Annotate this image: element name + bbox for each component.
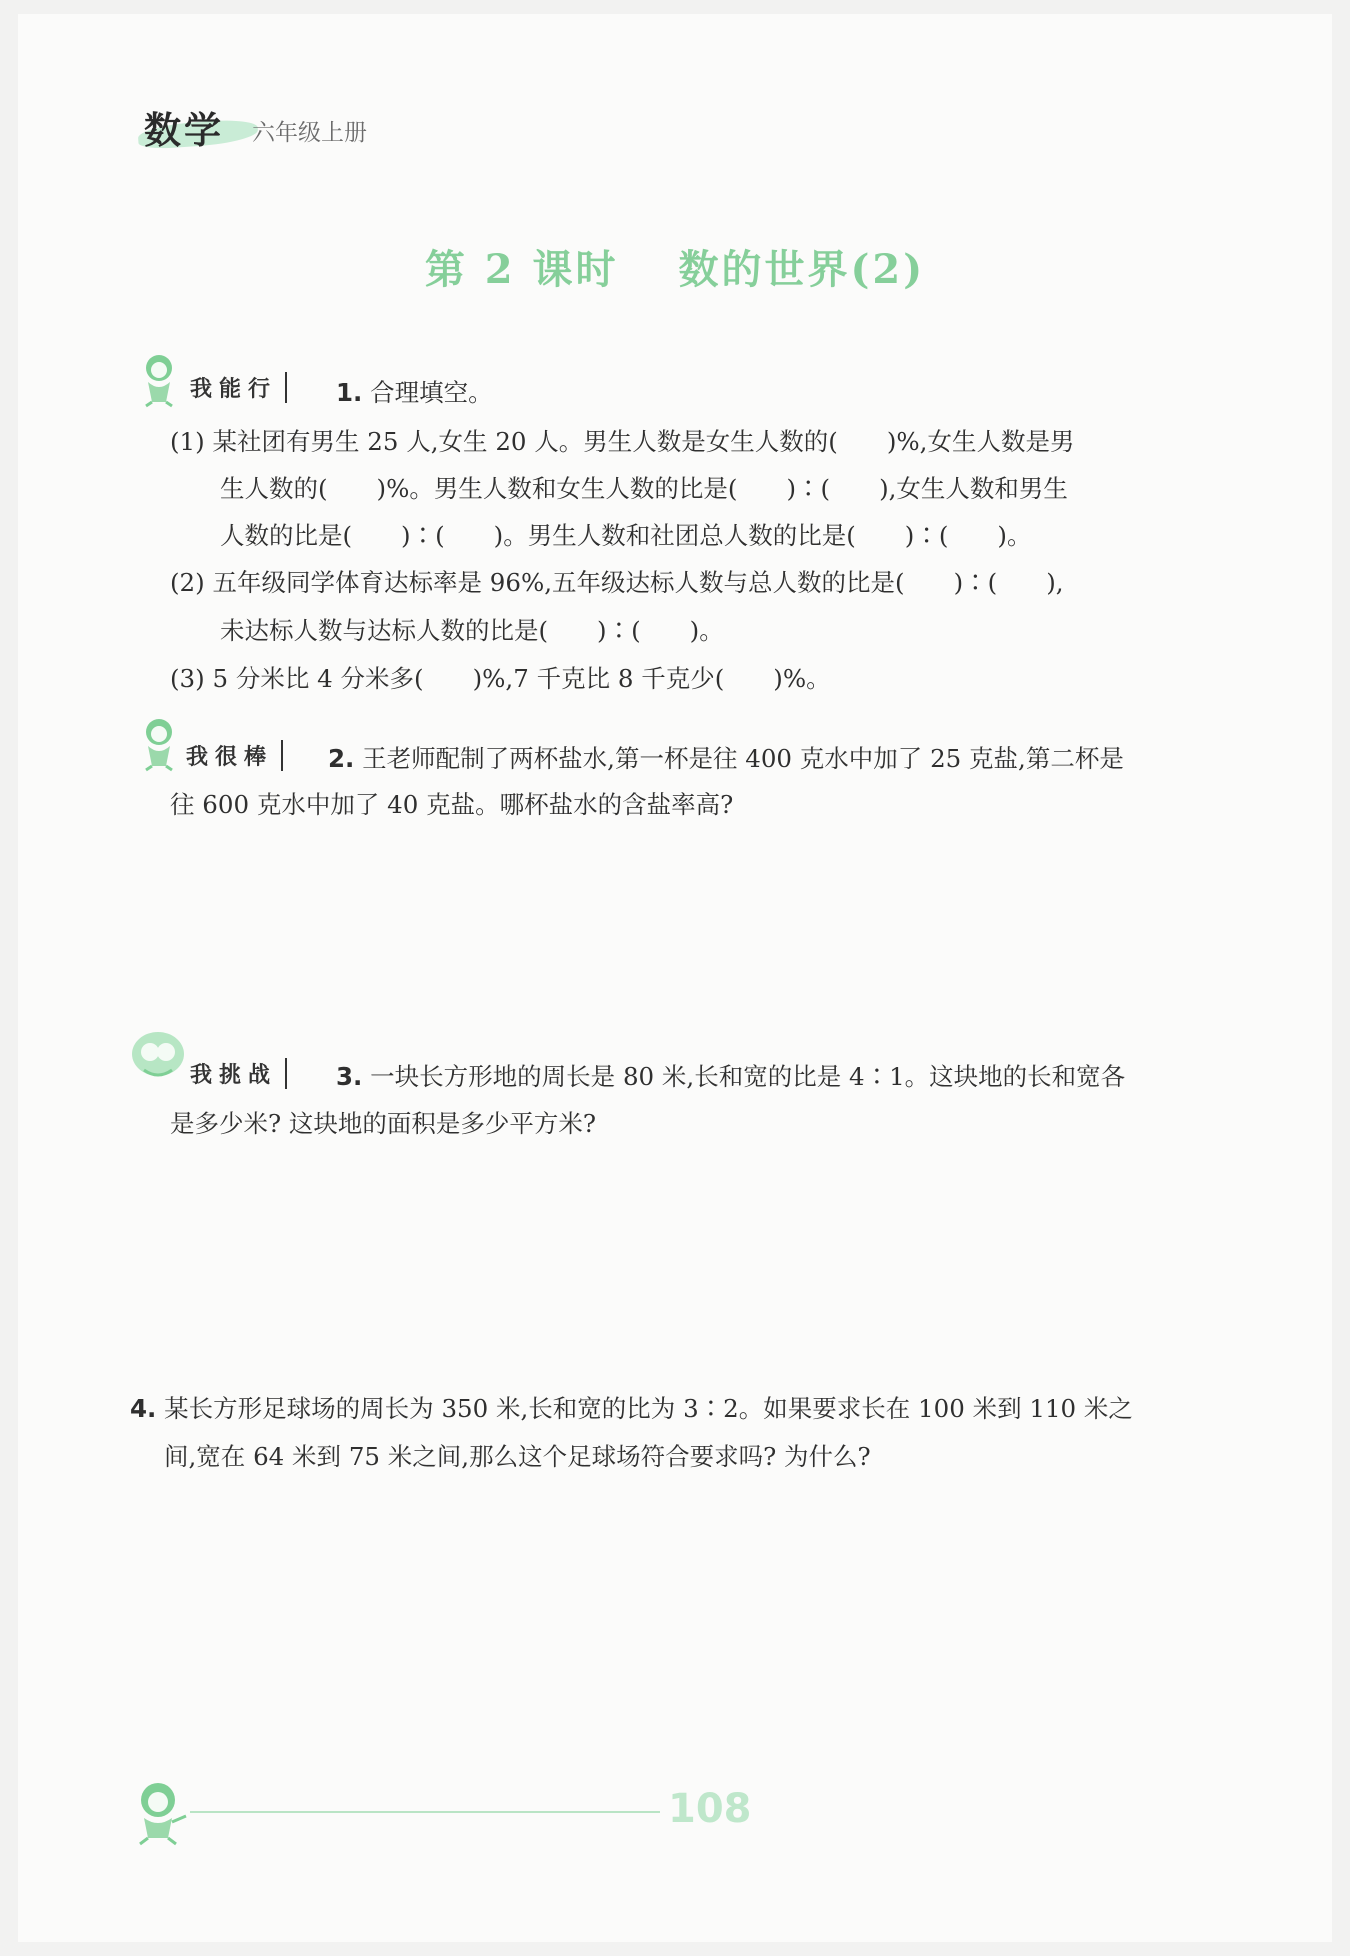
page-number: 108 — [668, 1786, 752, 1832]
question-number: 3. — [336, 1062, 363, 1091]
q1-line-2: 生人数的( )%。男生人数和女生人数的比是( )∶( ),女生人数和男生 — [220, 474, 1068, 503]
q1-line-3: 人数的比是( )∶( )。男生人数和社团总人数的比是( )∶( )。 — [220, 521, 1032, 550]
question-1-heading — [336, 370, 493, 416]
mascot-icon — [130, 1030, 186, 1082]
question-4-line-1 — [130, 1386, 1133, 1432]
question-2-line-2: 往 600 克水中加了 40 克盐。哪杯盐水的含盐率高? — [170, 790, 734, 819]
subject-label: 数学 — [144, 109, 224, 152]
question-number: 2. — [328, 744, 355, 773]
question-2-line-1 — [328, 736, 1124, 782]
question-number: 4. — [130, 1394, 157, 1423]
grade-label: 六年级上册 — [252, 120, 367, 146]
section-badge-wo-neng-xing: 我能行 — [190, 372, 287, 403]
q1-line-5: 未达标人数与达标人数的比是( )∶( )。 — [220, 616, 724, 645]
lesson-title: 第 2 课时 数的世界(2) — [424, 246, 926, 293]
q1-line-6: (3) 5 分米比 4 分米多( )%,7 千克比 8 千克少( )%。 — [170, 664, 831, 693]
q1-line-1: (1) 某社团有男生 25 人,女生 20 人。男生人数是女生人数的( )%,女生人数是男 — [170, 427, 1075, 456]
question-4-line-2: 间,宽在 64 米到 75 米之间,那么这个足球场符合要求吗? 为什么? — [164, 1442, 871, 1471]
question-text: 某长方形足球场的周长为 350 米,长和宽的比为 3∶2。如果要求长在 100 米到 110 米之 — [164, 1394, 1133, 1423]
mascot-icon — [134, 716, 184, 772]
q1-line-4: (2) 五年级同学体育达标率是 96%,五年级达标人数与总人数的比是( )∶( ), — [170, 568, 1064, 597]
question-number: 1. — [336, 378, 363, 407]
question-text: 王老师配制了两杯盐水,第一杯是往 400 克水中加了 25 克盐,第二杯是 — [362, 744, 1124, 773]
section-badge-wo-tiao-zhan: 我挑战 — [190, 1058, 287, 1089]
question-text: 一块长方形地的周长是 80 米,长和宽的比是 4∶1。这块地的长和宽各 — [370, 1062, 1126, 1091]
mascot-icon — [134, 352, 184, 408]
footer-rule — [190, 1811, 660, 1813]
section-badge-wo-hen-bang: 我很棒 — [186, 740, 283, 771]
page-background — [18, 14, 1332, 1942]
footer-mascot-icon — [124, 1780, 194, 1846]
question-3-line-2: 是多少米? 这块地的面积是多少平方米? — [170, 1109, 597, 1138]
question-text: 合理填空。 — [370, 378, 493, 407]
question-3-line-1 — [336, 1054, 1125, 1100]
